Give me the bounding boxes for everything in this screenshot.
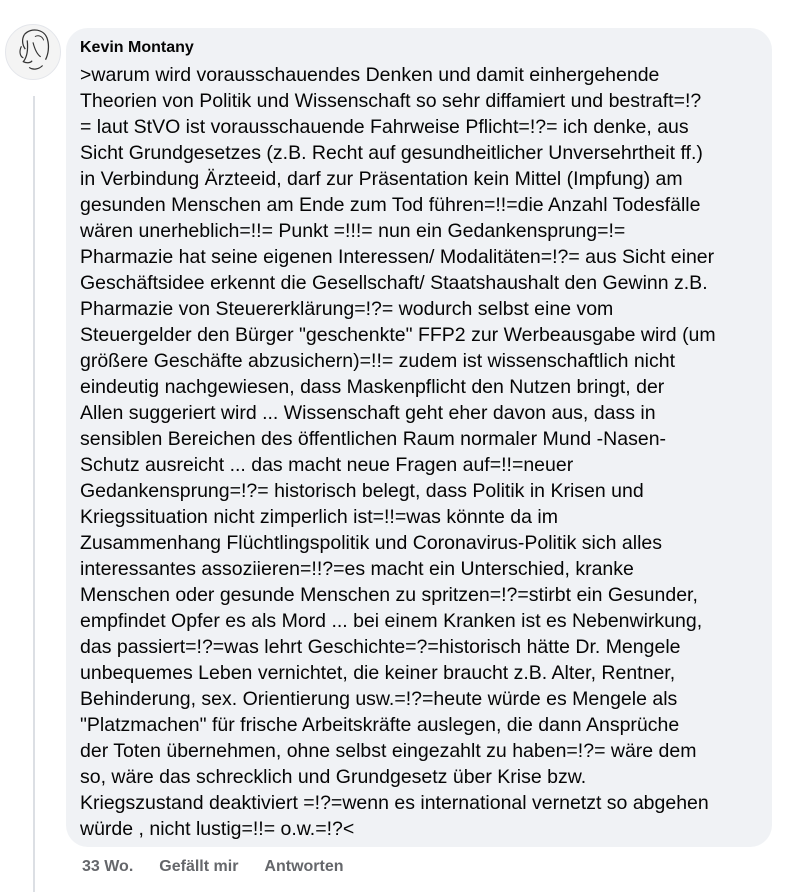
avatar[interactable] [5, 24, 61, 80]
comment-timestamp[interactable]: 33 Wo. [82, 858, 134, 875]
comment-bubble [66, 28, 772, 847]
comment-author[interactable]: Kevin Montany [80, 39, 194, 56]
comment-actions [82, 858, 344, 876]
sketch-face-icon [6, 25, 60, 79]
like-button[interactable]: Gefällt mir [159, 858, 239, 875]
thread-line [33, 96, 35, 892]
comment-text: >warum wird vorausschauendes Denken und damit einhergehende Theorien von Politik und Wissenschaft so sehr diffamiert und bestraft=!? = laut StVO ist vorausschauende Fahrweise Pflicht=!?= ich denke, aus Sicht Grundgesetzes (z.B. Recht auf gesundheitlicher Unversehrtheit ff.) in Verbindung Ärzteeid, darf zur Präsentation kein Mittel (Impfung) am gesunden Menschen am Ende zum Tod führen=!!=die Anzahl Todesfälle wären unerheblich=!!= Punkt =!!!= nun ein Gedankensprung=!= Pharmazie hat seine eigenen Interessen/ Modalitäten=!?= aus Sicht einer Geschäftsidee erkennt die Gesellschaft/ Staatshaushalt den Gewinn z.B. Pharmazie von Steuererklärung=!?= wodurch selbst eine vom Steuergelder den Bürger "geschenkte" FFP2 zur Werbeausgabe wird (um größere Geschäfte abzusichern)=!!= zudem ist wissenschaftlich nicht eindeutig nachgewiesen, dass Maskenpflicht den Nutzen bringt, der Allen suggeriert wird ... Wissenschaft geht eher davon aus, dass in sensiblen Bereichen des öffentlichen Raum normaler Mund -Nasen- Schutz ausreicht ... das macht neue Fragen auf=!!=neuer Gedankensprung=!?= historisch belegt, dass Politik in Krisen und Kriegssituation nicht zimperlich ist=!!=was könnte da im Zusammenhang Flüchtlingspolitik und Coronavirus-Politik sich alles interessantes assoziieren=!!?=es macht ein Unterschied, kranke Menschen oder gesunde Menschen zu spritzen=!?=stirbt ein Gesunder, empfindet Opfer es als Mord ... bei einem Kranken ist es Nebenwirkung, das passiert=!?=was lehrt Geschichte=?=historisch hätte Dr. Mengele unbequemes Leben vernichtet, die keiner braucht z.B. Alter, Rentner, Behinderung, sex. Orientierung usw.=!?=heute würde es Mengele als "Platzmachen" für frische Arbeitskräfte auslegen, die dann Ansprüche der Toten übernehmen, ohne selbst eingezahlt zu haben=!?= wäre dem so, wäre das schrecklich und Grundgesetz über Krise bzw. Kriegszustand deaktiviert =!?=wenn es international vernetzt so abgehen würde , nicht lustig=!!= o.w.=!?< [80, 64, 716, 840]
reply-button[interactable]: Antworten [264, 858, 344, 875]
